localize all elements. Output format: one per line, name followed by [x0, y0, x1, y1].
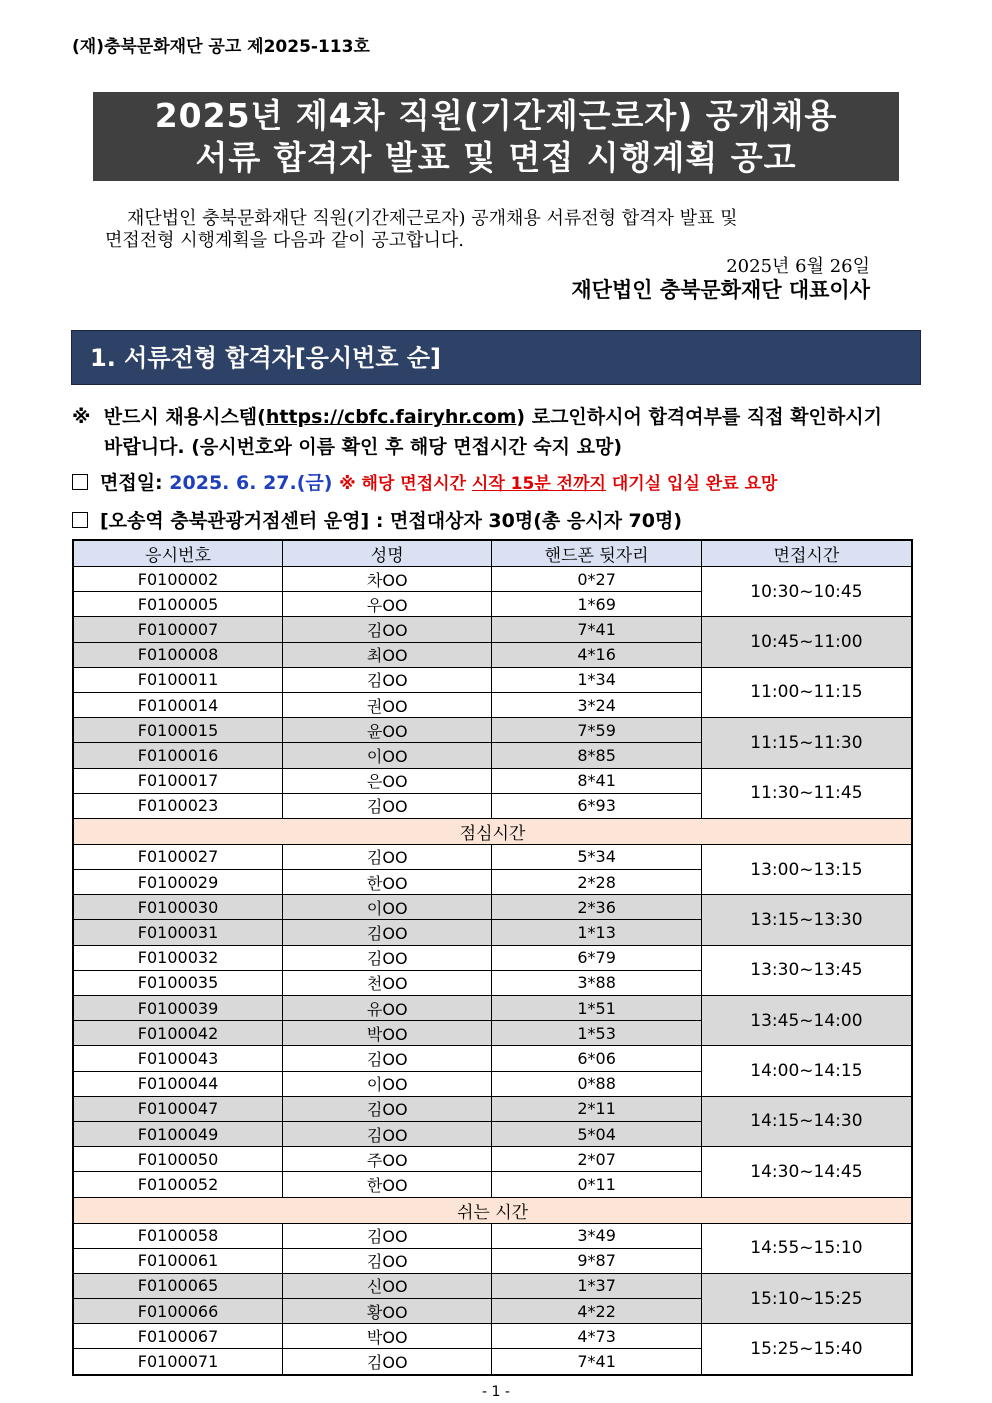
cell-applicant-no: F0100007 [73, 617, 283, 642]
cell-name: 김OO [283, 793, 492, 818]
checkbox-square-icon [72, 474, 88, 490]
interview-date: 2025. 6. 27.(금) [169, 472, 333, 494]
cell-name: 황OO [283, 1299, 492, 1324]
rest-break-row [73, 1197, 912, 1223]
cell-phone: 7*41 [492, 617, 701, 642]
cell-name: 은OO [283, 768, 492, 793]
table-row [73, 1223, 912, 1248]
cell-name: 박OO [283, 1324, 492, 1349]
cell-applicant-no: F0100039 [73, 996, 283, 1021]
cell-phone: 2*28 [492, 870, 701, 895]
cell-applicant-no: F0100052 [73, 1172, 283, 1197]
table-row [73, 718, 912, 743]
cell-applicant-no: F0100065 [73, 1273, 283, 1298]
cell-interview-time: 14:30~14:45 [701, 1147, 912, 1197]
cell-interview-time: 11:15~11:30 [701, 718, 912, 768]
table-row [73, 567, 912, 592]
cell-interview-time: 11:30~11:45 [701, 768, 912, 818]
cell-name: 이OO [283, 1071, 492, 1096]
title-line-2: 서류 합격자 발표 및 면접 시행계획 공고 [195, 138, 797, 177]
cell-applicant-no: F0100008 [73, 642, 283, 667]
section-title: 1. 서류전형 합격자[응시번호 순] [71, 330, 921, 385]
cell-phone: 9*87 [492, 1248, 701, 1273]
cell-name: 박OO [283, 1021, 492, 1046]
cell-applicant-no: F0100061 [73, 1248, 283, 1273]
cell-phone: 7*59 [492, 718, 701, 743]
reference-mark: ※ [72, 406, 91, 428]
venue-text: [오송역 충북관광거점센터 운영] : 면접대상자 30명(총 응시자 70명) [100, 510, 683, 532]
cell-applicant-no: F0100044 [73, 1071, 283, 1096]
cell-applicant-no: F0100027 [73, 844, 283, 869]
cell-phone: 6*79 [492, 945, 701, 970]
cell-name: 김OO [283, 1121, 492, 1146]
cell-phone: 0*27 [492, 567, 701, 592]
cell-interview-time: 15:25~15:40 [701, 1324, 912, 1375]
cell-phone: 1*51 [492, 996, 701, 1021]
intro-paragraph [105, 208, 890, 252]
cell-phone: 2*07 [492, 1147, 701, 1172]
table-row [73, 1273, 912, 1298]
cell-applicant-no: F0100031 [73, 920, 283, 945]
page-number: - 1 - [482, 1384, 510, 1400]
cell-phone: 0*11 [492, 1172, 701, 1197]
table-row [73, 768, 912, 793]
cell-interview-time: 11:00~11:15 [701, 667, 912, 717]
table-row [73, 996, 912, 1021]
cell-applicant-no: F0100029 [73, 870, 283, 895]
warning-part-c: 대기실 입실 완료 요망 [611, 474, 778, 494]
cell-applicant-no: F0100032 [73, 945, 283, 970]
cell-phone: 4*16 [492, 642, 701, 667]
table-row [73, 617, 912, 642]
table-row [73, 1096, 912, 1121]
cell-name: 김OO [283, 945, 492, 970]
cell-interview-time: 10:30~10:45 [701, 567, 912, 617]
title-line-1: 2025년 제4차 직원(기간제근로자) 공개채용 [154, 96, 838, 135]
col-header-phone: 핸드폰 뒷자리 [492, 540, 701, 567]
cell-applicant-no: F0100035 [73, 970, 283, 995]
cell-applicant-no: F0100015 [73, 718, 283, 743]
cell-phone: 1*34 [492, 667, 701, 692]
cell-name: 천OO [283, 970, 492, 995]
cell-name: 한OO [283, 1172, 492, 1197]
cell-interview-time: 13:15~13:30 [701, 895, 912, 945]
cell-phone: 3*88 [492, 970, 701, 995]
cell-phone: 8*41 [492, 768, 701, 793]
cell-name: 최OO [283, 642, 492, 667]
warning-part-b: 시작 15분 전까지 [471, 474, 606, 494]
cell-phone: 3*24 [492, 692, 701, 717]
cell-interview-time: 13:30~13:45 [701, 945, 912, 995]
cell-phone: 4*73 [492, 1324, 701, 1349]
cell-name: 한OO [283, 870, 492, 895]
cell-phone: 6*06 [492, 1046, 701, 1071]
venue-line [72, 506, 682, 533]
cell-phone: 1*53 [492, 1021, 701, 1046]
notice-text-b: ) 로그인하시어 합격여부를 직접 확인하시기 [516, 406, 882, 428]
cell-interview-time: 14:00~14:15 [701, 1046, 912, 1096]
arrival-warning [339, 474, 777, 494]
cell-name: 김OO [283, 844, 492, 869]
cell-applicant-no: F0100014 [73, 692, 283, 717]
cell-name: 김OO [283, 667, 492, 692]
cell-phone: 1*13 [492, 920, 701, 945]
cell-applicant-no: F0100017 [73, 768, 283, 793]
recruit-system-link[interactable]: https://cbfc.fairyhr.com [265, 406, 517, 428]
cell-applicant-no: F0100066 [73, 1299, 283, 1324]
notice-text-a: 반드시 채용시스템( [103, 406, 266, 428]
col-header-time: 면접시간 [701, 540, 912, 567]
cell-name: 김OO [283, 617, 492, 642]
cell-phone: 4*22 [492, 1299, 701, 1324]
cell-phone: 0*88 [492, 1071, 701, 1096]
cell-applicant-no: F0100011 [73, 667, 283, 692]
cell-name: 김OO [283, 1349, 492, 1375]
cell-phone: 6*93 [492, 793, 701, 818]
cell-name: 차OO [283, 567, 492, 592]
cell-name: 김OO [283, 1046, 492, 1071]
lunch-break-row [73, 818, 912, 844]
cell-name: 김OO [283, 1096, 492, 1121]
cell-interview-time: 14:15~14:30 [701, 1096, 912, 1146]
announcement-date: 2025년 6월 26일 [726, 256, 870, 277]
cell-applicant-no: F0100002 [73, 567, 283, 592]
cell-phone: 2*36 [492, 895, 701, 920]
cell-name: 유OO [283, 996, 492, 1021]
cell-phone: 5*04 [492, 1121, 701, 1146]
cell-interview-time: 15:10~15:25 [701, 1273, 912, 1323]
notice-text-c: 바랍니다. (응시번호와 이름 확인 후 해당 면접시간 숙지 요망) [104, 436, 623, 458]
warning-part-a: ※ 해당 면접시간 [339, 474, 466, 494]
table-row [73, 895, 912, 920]
table-row [73, 1046, 912, 1071]
cell-applicant-no: F0100042 [73, 1021, 283, 1046]
cell-applicant-no: F0100050 [73, 1147, 283, 1172]
notice-block [72, 402, 922, 462]
cell-applicant-no: F0100058 [73, 1223, 283, 1248]
cell-phone: 1*37 [492, 1273, 701, 1298]
cell-name: 권OO [283, 692, 492, 717]
cell-phone: 5*34 [492, 844, 701, 869]
cell-phone: 2*11 [492, 1096, 701, 1121]
lunch-break-row-label: 점심시간 [73, 818, 912, 844]
cell-phone: 8*85 [492, 743, 701, 768]
cell-applicant-no: F0100067 [73, 1324, 283, 1349]
cell-name: 신OO [283, 1273, 492, 1298]
cell-name: 주OO [283, 1147, 492, 1172]
checkbox-square-icon [72, 512, 88, 528]
col-header-applicant-no: 응시번호 [73, 540, 283, 567]
cell-applicant-no: F0100043 [73, 1046, 283, 1071]
cell-applicant-no: F0100005 [73, 592, 283, 617]
table-row [73, 667, 912, 692]
table-row [73, 1147, 912, 1172]
cell-name: 윤OO [283, 718, 492, 743]
cell-applicant-no: F0100047 [73, 1096, 283, 1121]
interview-date-line [72, 468, 777, 495]
col-header-name: 성명 [283, 540, 492, 567]
cell-applicant-no: F0100023 [73, 793, 283, 818]
cell-phone: 3*49 [492, 1223, 701, 1248]
interview-schedule-table [72, 539, 913, 1376]
notice-number: (재)충북문화재단 공고 제2025-113호 [72, 37, 370, 57]
cell-name: 김OO [283, 1223, 492, 1248]
cell-applicant-no: F0100071 [73, 1349, 283, 1375]
table-row [73, 945, 912, 970]
cell-name: 이OO [283, 743, 492, 768]
cell-applicant-no: F0100016 [73, 743, 283, 768]
cell-interview-time: 10:45~11:00 [701, 617, 912, 667]
cell-phone: 7*41 [492, 1349, 701, 1375]
table-header-row [73, 540, 912, 567]
cell-applicant-no: F0100049 [73, 1121, 283, 1146]
cell-name: 우OO [283, 592, 492, 617]
cell-name: 김OO [283, 1248, 492, 1273]
interview-date-label: 면접일: [100, 472, 163, 494]
cell-interview-time: 14:55~15:10 [701, 1223, 912, 1273]
cell-name: 김OO [283, 920, 492, 945]
cell-name: 이OO [283, 895, 492, 920]
cell-phone: 1*69 [492, 592, 701, 617]
rest-break-row-label: 쉬는 시간 [73, 1197, 912, 1223]
page-title [93, 92, 899, 181]
table-row [73, 844, 912, 869]
issuer: 재단법인 충북문화재단 대표이사 [571, 277, 870, 302]
intro-line-1: 재단법인 충북문화재단 직원(기간제근로자) 공개채용 서류전형 합격자 발표 및 [127, 208, 738, 229]
table-row [73, 1324, 912, 1349]
intro-line-2: 면접전형 시행계획을 다음과 같이 공고합니다. [105, 230, 464, 251]
cell-applicant-no: F0100030 [73, 895, 283, 920]
cell-interview-time: 13:45~14:00 [701, 996, 912, 1046]
cell-interview-time: 13:00~13:15 [701, 844, 912, 894]
